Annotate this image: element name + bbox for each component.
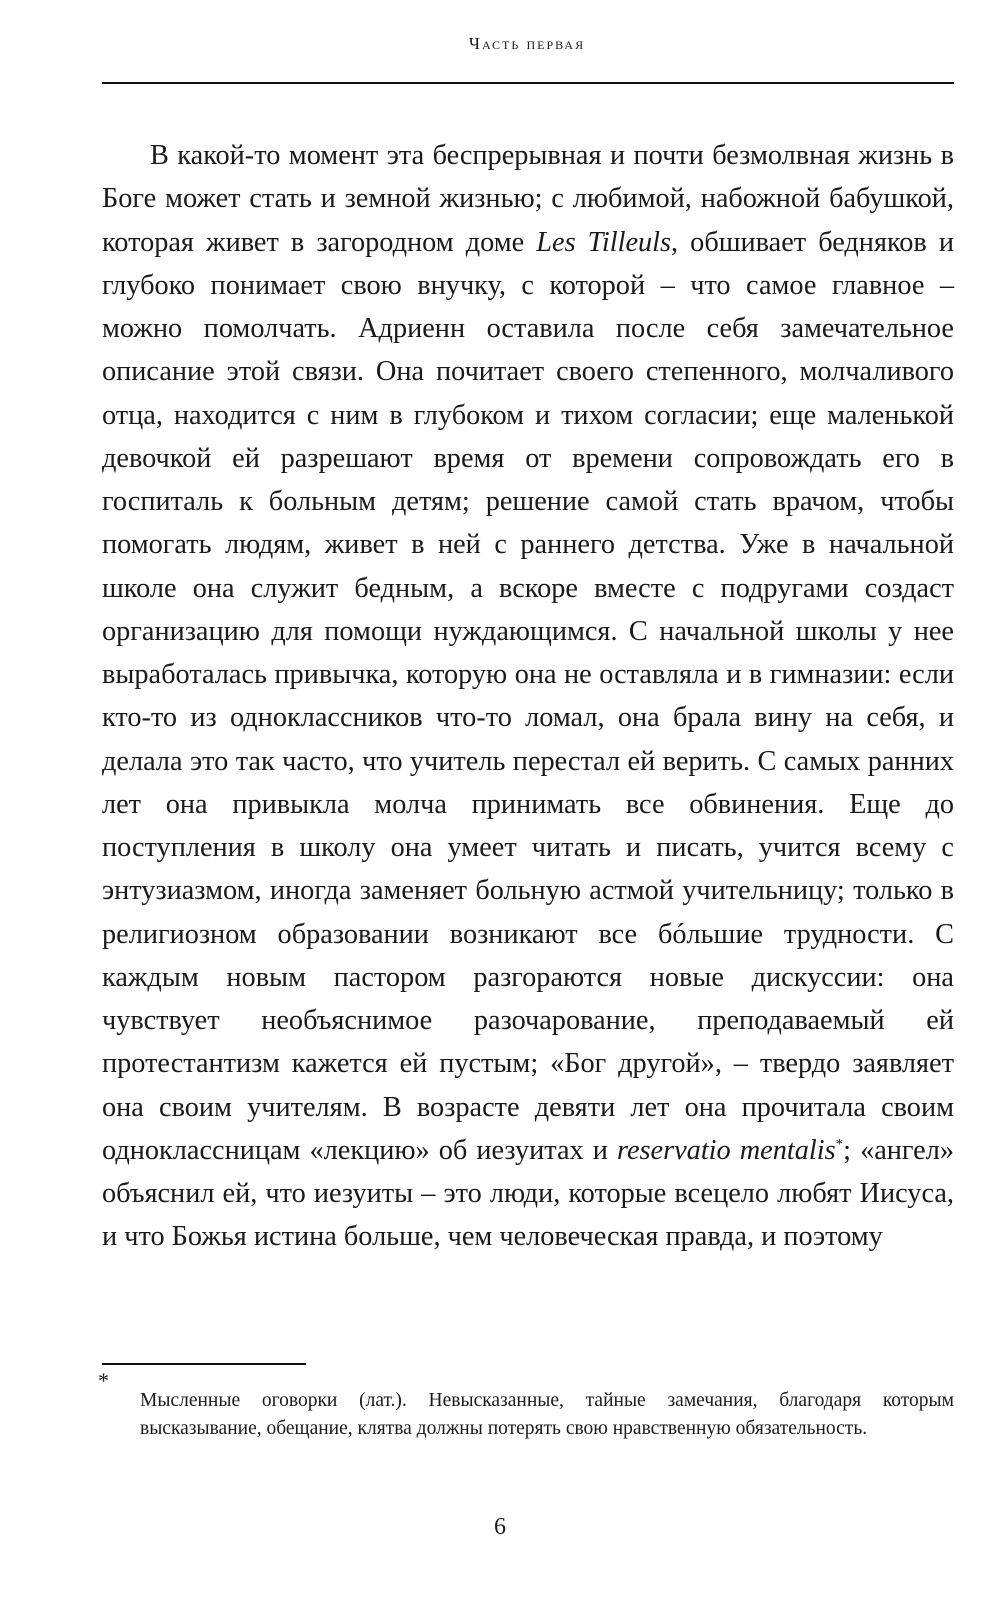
footnote-rule bbox=[102, 1363, 306, 1365]
body-italic-les-tilleuls: Les Tilleuls bbox=[536, 226, 672, 258]
footnote-reference-mark[interactable]: * bbox=[835, 1136, 844, 1153]
body-text-part-1: В какой-то момент эта беспрерывная и почти безмолвная жизнь в Боге может стать и земной жизнью; с любимой, набожной бабушкой, которая живет в загородном доме bbox=[102, 140, 954, 258]
body-text-part-3: ; «ангел» объяснил ей, что иезуиты – это люди, которые всецело любят Иисуса, и что Божья истина больше, чем человеческая правда, и поэтому bbox=[102, 1134, 954, 1253]
footnote-marker: * bbox=[98, 1368, 109, 1393]
running-head: Часть первая bbox=[468, 34, 586, 53]
page-number: 6 bbox=[494, 1514, 506, 1540]
body-text-part-2: , обшивает бедняков и глубоко понимает свою внучку, с которой – что самое главное – можно помолчать. Адриенн оставила после себя замечательное описание этой связи. Она почитает своего степенного, молчаливого отца, находится с ним в глубоком и тихом согласии; еще маленькой девочкой ей разрешают время от времени сопровождать его в госпиталь к больным детям; решение самой стать врачом, чтобы помогать людям, живет в ней с раннего детства. Уже в начальной школе она служит бедным, а вскоре вместе с подругами создаст организацию для помощи нуждающимся. С начальной школы у нее выработалась привычка, которую она не оставляла и в гимназии: если кто-то из одноклассников что-то ломал, она брала вину на себя, и делала это так часто, что учитель перестал ей верить. С самых ранних лет она привыкла молча принимать все обвинения. Еще до поступления в школу она умеет читать и писать, учится всему с энтузиазмом, иногда заменяет больную астмой учительницу; только в религиозном образовании возникают все бóльшие трудности. С каждым новым пастором разгораются новые дискуссии: она чувствует необъяснимое разочарование, преподаваемый ей протестантизм кажется ей пустым; «Бог другой», – твердо заявляет она своим учителям. В возрасте девяти лет она прочитала своим одноклассницам «лекцию» об иезуитах и bbox=[102, 226, 955, 1166]
body-italic-reservatio-mentalis: reservatio mentalis bbox=[617, 1134, 836, 1166]
footnote-text: Мысленные оговорки (лат.). Невысказанные, тайные замечания, благодаря которым высказывание, обещание, клятва должны потерять свою нравственную обязательность. bbox=[140, 1390, 954, 1439]
header-rule bbox=[102, 82, 954, 84]
body-paragraph bbox=[102, 134, 954, 1259]
